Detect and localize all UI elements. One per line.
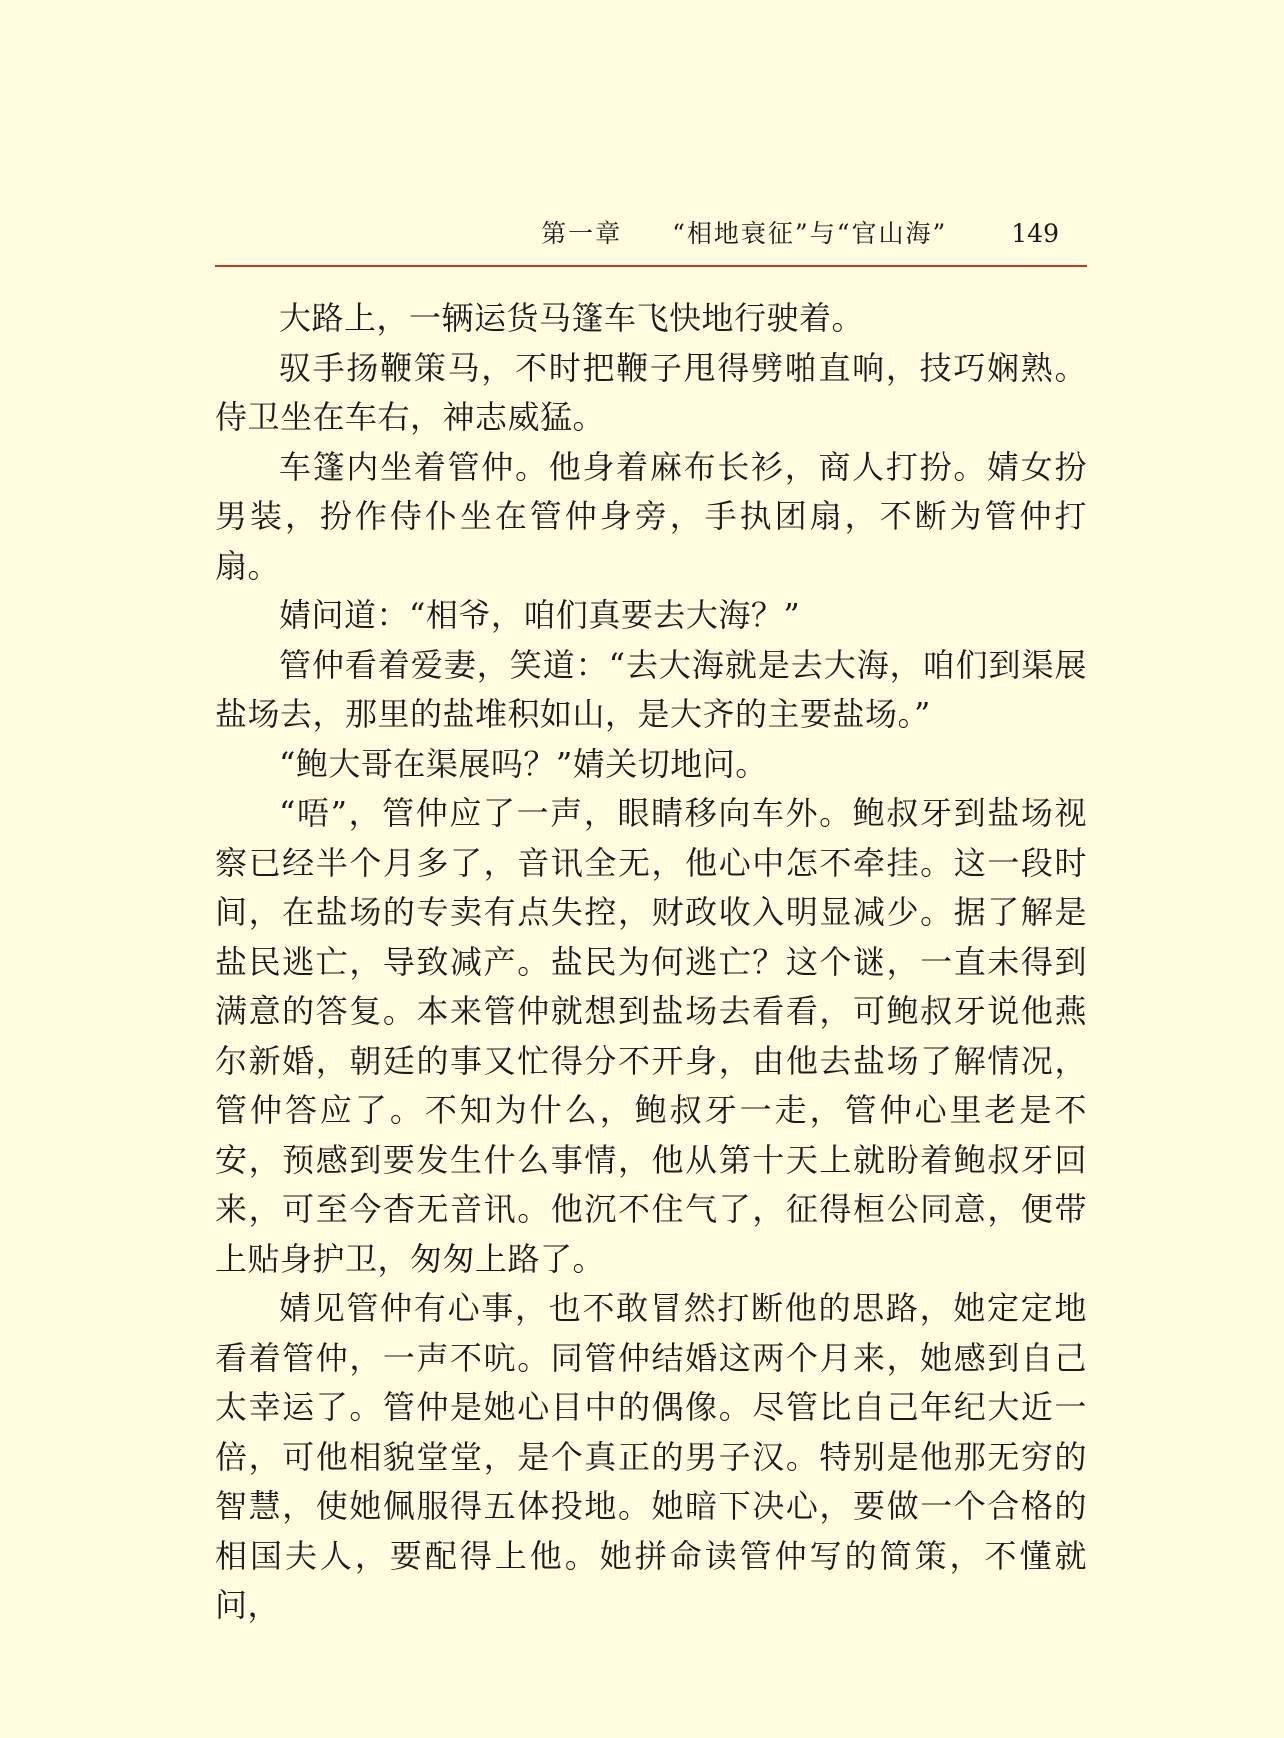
paragraph: 大路上，一辆运货马篷车飞快地行驶着。 (279, 299, 865, 337)
paragraph: “唔”，管仲应了一声，眼睛移向车外。鲍叔牙到盐场视察已经半个月多了，音讯全无，他心中怎不牵挂。这一段时间，在盐场的专卖有点失控，财政收入明显减少。据了解是盐民逃亡，导致减产。盐民为何逃亡？这个谜，一直未得到满意的答复。本来管仲就想到盐场去看看，可鲍叔牙说他燕尔新婚，朝廷的事又忙得分不开身，由他去盐场了解情况，管仲答应了。不知为什么，鲍叔牙一走，管仲心里老是不安，预感到要发生什么事情，他从第十天上就盼着鲍叔牙回来，可至今杳无音讯。他沉不住气了，征得桓公同意，便带上贴身护卫，匆匆上路了。 (215, 794, 1087, 1278)
chapter-label: 第一章 (541, 219, 623, 248)
paragraph: 车篷内坐着管仲。他身着麻布长衫，商人打扮。婧女扮男装，扮作侍仆坐在管仲身旁，手执团扇，不断为管仲打扇。 (215, 447, 1087, 585)
paragraph: 驭手扬鞭策马，不时把鞭子甩得劈啪直响，技巧娴熟。侍卫坐在车右，神志威猛。 (215, 348, 1087, 436)
running-header (215, 214, 1087, 258)
paragraph: 婧见管仲有心事，也不敢冒然打断他的思路，她定定地看着管仲，一声不吭。同管仲结婚这两个月来，她感到自己太幸运了。管仲是她心目中的偶像。尽管比自己年纪大近一倍，可他相貌堂堂，是个真正的男子汉。特别是他那无穷的智慧，使她佩服得五体投地。她暗下决心，要做一个合格的相国夫人，要配得上他。她拼命读管仲写的简策，不懂就问， (215, 1289, 1087, 1624)
paragraph: 婧问道：“相爷，咱们真要去大海？” (279, 596, 801, 634)
page-number: 149 (1011, 219, 1059, 248)
paragraph: 管仲看着爱妻，笑道：“去大海就是去大海，咱们到渠展盐场去，那里的盐堆积如山，是大齐的主要盐场。” (215, 645, 1087, 733)
body-text (215, 294, 1087, 1631)
header-rule (215, 265, 1087, 267)
paragraph: “鲍大哥在渠展吗？”婧关切地问。 (279, 744, 768, 783)
chapter-title: “相地衰征”与“官山海” (672, 219, 948, 248)
